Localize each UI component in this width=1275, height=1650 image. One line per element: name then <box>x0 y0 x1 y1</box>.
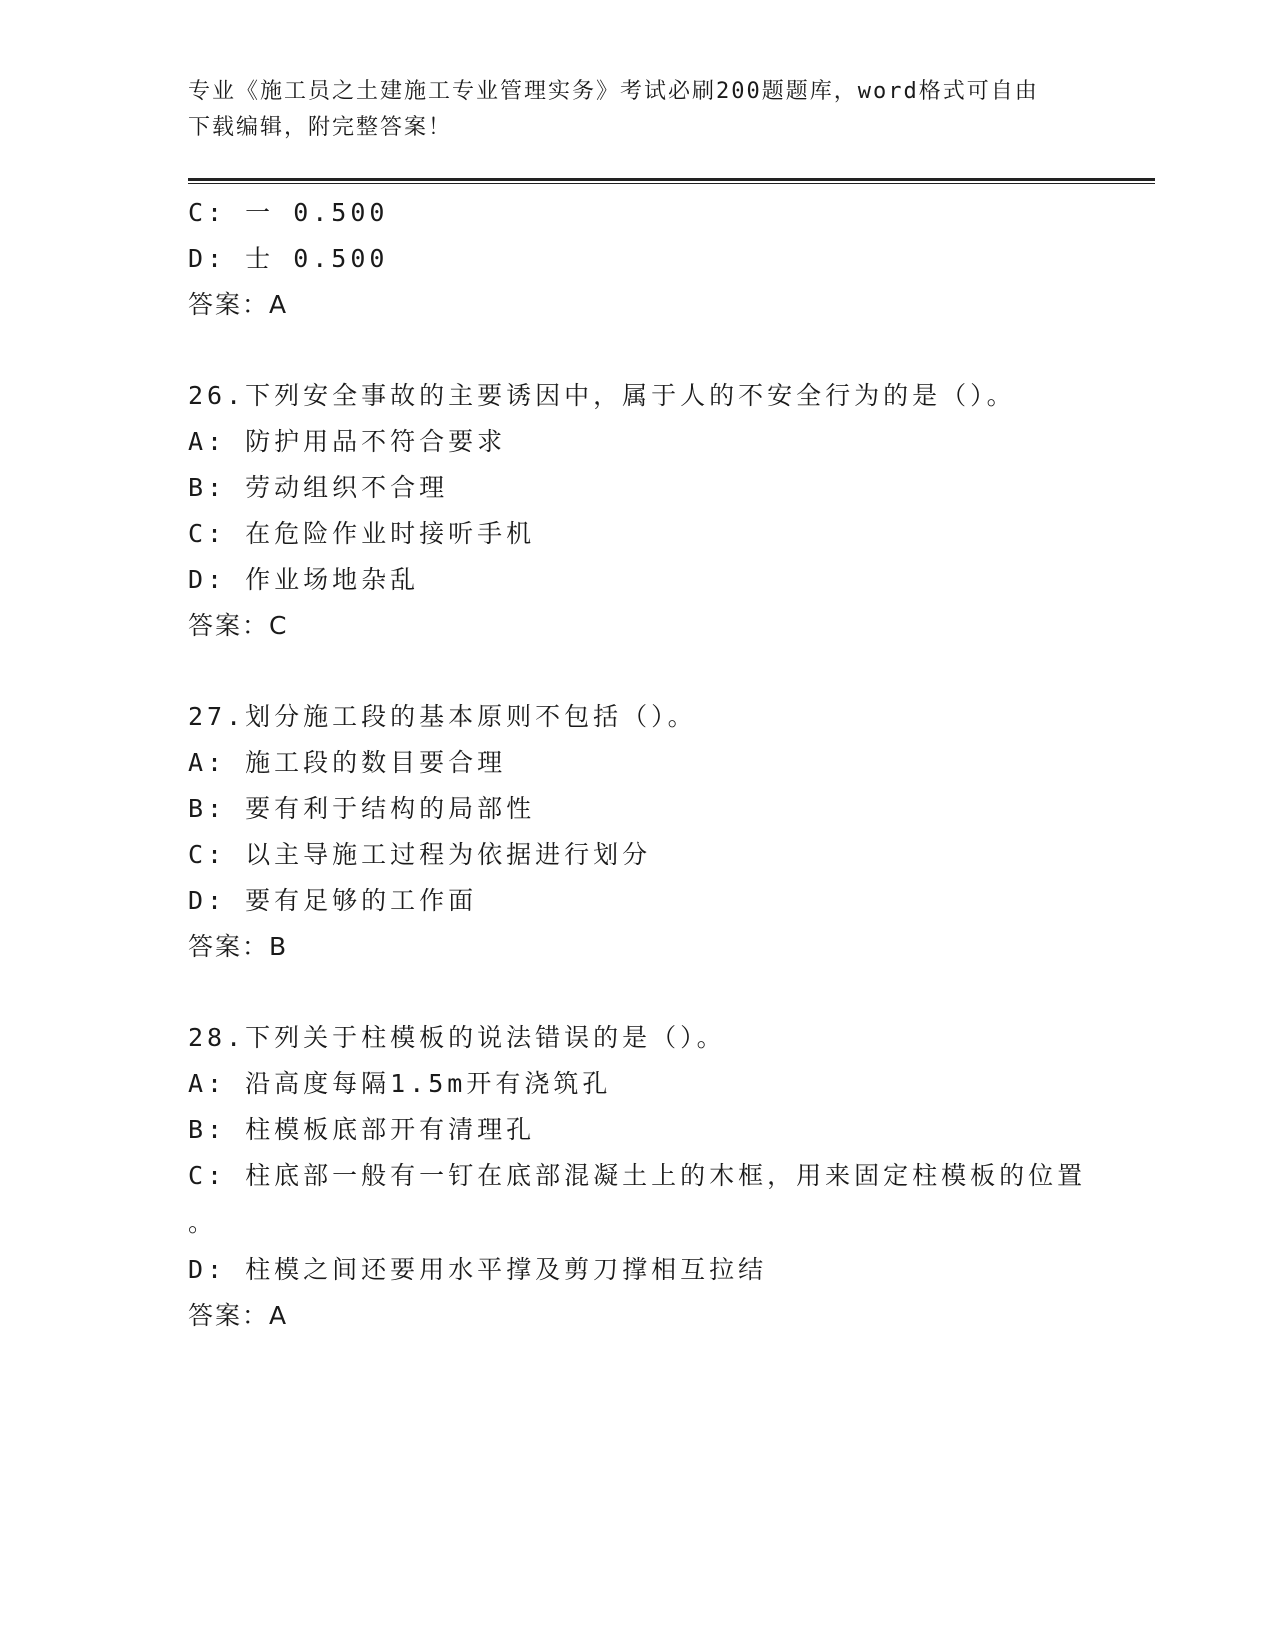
option-b: B: 要有利于结构的局部性 <box>188 794 536 823</box>
option-d: D: 柱模之间还要用水平撑及剪刀撑相互拉结 <box>188 1255 768 1284</box>
header-title-line-1: 专业《施工员之土建施工专业管理实务》考试必刷200题题库，word格式可自由 <box>188 79 1039 104</box>
option-c: C: 一 0.500 <box>188 198 389 227</box>
question-block-28 <box>188 1015 1088 1339</box>
option-d: D: 要有足够的工作面 <box>188 886 478 915</box>
option-d: D: 士 0.500 <box>188 244 389 273</box>
question-list <box>188 190 1088 1339</box>
option-b: B: 劳动组织不合理 <box>188 473 449 502</box>
header-divider-thick <box>188 178 1155 181</box>
question-block-25 <box>188 190 1088 328</box>
option-a: A: 沿高度每隔1.5m开有浇筑孔 <box>188 1069 612 1098</box>
document-header <box>188 74 1088 146</box>
question-stem: 27.划分施工段的基本原则不包括（）。 <box>188 702 697 731</box>
option-c: C: 在危险作业时接听手机 <box>188 519 536 548</box>
option-c: C: 以主导施工过程为依据进行划分 <box>188 840 652 869</box>
option-b: B: 柱模板底部开有清理孔 <box>188 1115 536 1144</box>
question-block-27 <box>188 694 1088 970</box>
answer-line: 答案：A <box>188 1301 289 1330</box>
question-spacer <box>188 328 1088 373</box>
answer-line: 答案：B <box>188 932 289 961</box>
question-block-26 <box>188 373 1088 649</box>
answer-line: 答案：C <box>188 611 289 640</box>
option-d: D: 作业场地杂乱 <box>188 565 420 594</box>
question-stem: 28.下列关于柱模板的说法错误的是（）。 <box>188 1023 726 1052</box>
option-c: C: 柱底部一般有一钉在底部混凝土上的木框，用来固定柱模板的位置 <box>188 1161 1087 1190</box>
option-a: A: 施工段的数目要合理 <box>188 748 507 777</box>
header-title-line-2: 下载编辑，附完整答案！ <box>188 115 453 140</box>
question-spacer <box>188 649 1088 694</box>
answer-line: 答案：A <box>188 290 289 319</box>
question-stem: 26.下列安全事故的主要诱因中，属于人的不安全行为的是（）。 <box>188 381 1016 410</box>
option-a: A: 防护用品不符合要求 <box>188 427 507 456</box>
header-divider-thin <box>188 183 1155 184</box>
question-spacer <box>188 970 1088 1015</box>
option-c-continuation: 。 <box>188 1208 218 1237</box>
